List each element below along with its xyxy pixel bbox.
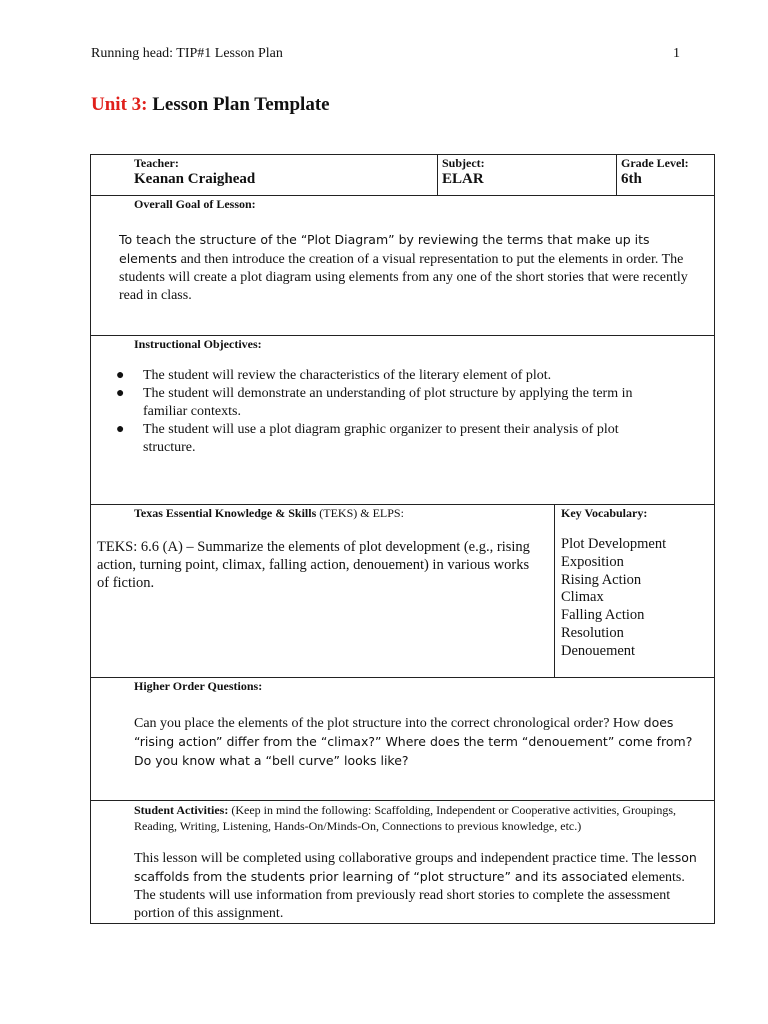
running-head: [91, 46, 680, 62]
bullet-icon: ●: [116, 386, 125, 401]
activities-cell: [91, 801, 715, 924]
lesson-plan-table: [90, 154, 715, 924]
page-title: [91, 94, 330, 116]
objectives-cell: [91, 336, 715, 505]
teks-label-rest: (TEKS) & ELPS:: [316, 506, 404, 520]
teacher-value: Keanan Craighead: [134, 171, 256, 187]
objective-text: The student will review the characteristics of the literary element of plot.: [143, 368, 552, 383]
objectives-list: [91, 367, 714, 457]
unit-label: Unit 3:: [91, 94, 148, 115]
objectives-row: [91, 336, 715, 505]
activities-text: [91, 834, 714, 923]
teks-cell: [91, 505, 555, 678]
vocab-cell: [555, 505, 715, 678]
activities-row: [91, 801, 715, 924]
vocab-item: Denouement: [561, 642, 636, 659]
activities-label-bold: Student Activities:: [134, 803, 229, 817]
goal-row: [91, 196, 715, 336]
questions-text-line1: Can you place the elements of the plot structure into the correct chronological order? How: [134, 716, 641, 731]
goal-label: Overall Goal of Lesson:: [134, 197, 256, 211]
teks-text: TEKS: 6.6 (A) – Summarize the elements of plot development (e.g., rising action, turning point, climax, falling action, denouement) in various works of fiction.: [97, 539, 530, 591]
vocab-item: Falling Action: [561, 607, 645, 624]
goal-text-rest: and then introduce the creation of a visual representation to put the elements in order. The students will create a plot diagram using elements from any one of the short stories that were recently read in class.: [119, 252, 688, 303]
subject-label: Subject:: [442, 156, 485, 170]
subject-value: ELAR: [442, 171, 484, 187]
questions-text: [91, 694, 714, 771]
objective-text: The student will demonstrate an understanding of plot structure by applying the term in familiar contexts.: [143, 386, 633, 419]
teks-vocab-row: [91, 505, 715, 678]
activities-text-rest: elements. The students will use information from previously read short stories to complete the assessment portion of this assignment.: [134, 870, 685, 921]
questions-cell: [91, 678, 715, 801]
vocab-item: Resolution: [561, 624, 624, 641]
grade-value: 6th: [621, 171, 642, 187]
activities-label: [91, 801, 714, 834]
questions-label: Higher Order Questions:: [134, 679, 263, 693]
activities-text-line2: lesson scaffolds from the students prior learning of “plot structure” and its associated: [134, 850, 697, 884]
bullet-icon: ●: [116, 368, 125, 383]
questions-row: [91, 678, 715, 801]
vocab-item: Exposition: [561, 553, 624, 570]
grade-cell: [617, 155, 715, 196]
objectives-label: Instructional Objectives:: [134, 337, 262, 351]
questions-text-rest: does “rising action” differ from the “climax?” Where does the term “denouement” come from? Do you know what a “bell curve” looks like?: [134, 715, 693, 768]
objective-item: [91, 367, 674, 385]
teks-label: [91, 505, 554, 521]
bullet-icon: ●: [116, 422, 125, 437]
title-text: Lesson Plan Template: [147, 94, 330, 115]
subject-cell: [438, 155, 617, 196]
teks-label-bold: Texas Essential Knowledge & Skills: [134, 506, 317, 520]
vocab-item: Rising Action: [561, 571, 642, 588]
page-number: 1: [673, 46, 680, 61]
vocab-list: [555, 521, 714, 661]
activities-label-rest: (Keep in mind the following: Scaffolding, Independent or Cooperative activities, Groupings, Reading, Writing, Listening, Hands-On/Minds-On, Connections to previous knowledge, etc.): [134, 803, 677, 833]
vocab-item: Plot Development: [561, 536, 667, 552]
goal-text-line1: To teach the structure of the “Plot Diagram” by reviewing the terms that make up its elements: [119, 232, 650, 266]
goal-text: [91, 212, 714, 305]
vocab-item: Climax: [561, 589, 604, 606]
goal-cell: [91, 196, 715, 336]
teacher-cell: [91, 155, 438, 196]
running-head-text: Running head: TIP#1 Lesson Plan: [91, 46, 283, 61]
teacher-label: Teacher:: [134, 156, 179, 170]
objective-item: [91, 421, 674, 457]
vocab-label: Key Vocabulary:: [561, 506, 648, 520]
info-row: [91, 155, 715, 196]
objective-text: The student will use a plot diagram graphic organizer to present their analysis of plot structure.: [143, 422, 619, 455]
grade-label: Grade Level:: [621, 156, 689, 170]
activities-text-line1: This lesson will be completed using collaborative groups and independent practice time. The: [134, 851, 654, 866]
objective-item: [91, 385, 674, 421]
